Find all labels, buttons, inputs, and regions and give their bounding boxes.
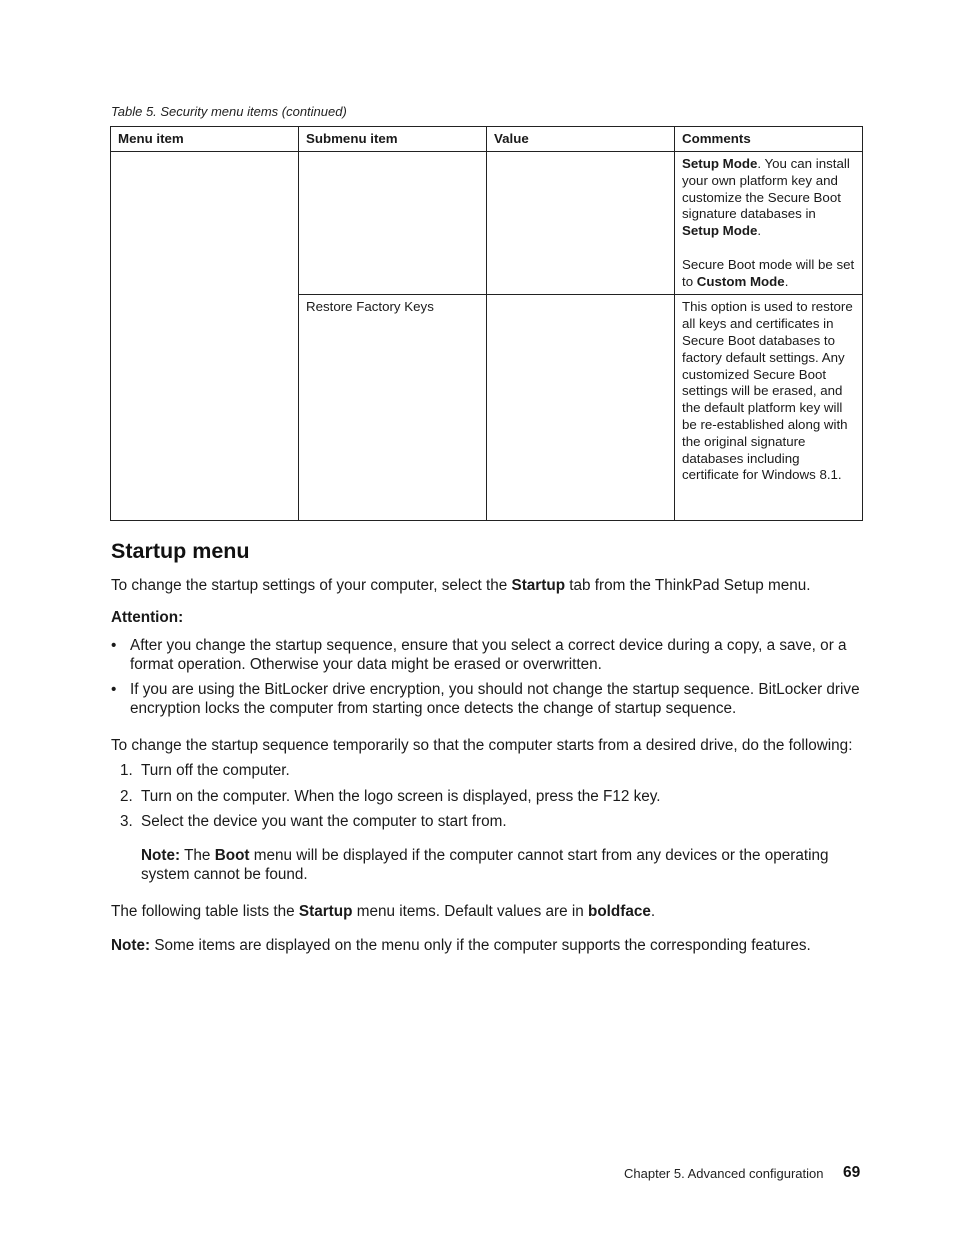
table-caption: Table 5. Security menu items (continued)	[111, 104, 347, 119]
table-row	[111, 152, 863, 295]
list-item	[111, 636, 863, 674]
note-label: Note:	[141, 847, 181, 864]
startup-bold: Startup	[511, 577, 566, 594]
comment-text: .	[784, 273, 789, 289]
bullet-icon: •	[111, 637, 117, 654]
step-number: 1.	[120, 762, 133, 779]
list-item	[120, 761, 290, 780]
security-menu-table	[110, 126, 863, 521]
header-value: Value	[487, 127, 675, 152]
note-text: Some items are displayed on the menu only if the computer supports the corresponding features.	[150, 937, 811, 954]
page-number: 69	[843, 1164, 861, 1181]
value-cell	[487, 295, 675, 521]
menu-item-cell	[111, 152, 299, 521]
comment-setup-mode-bold-2: Setup Mode	[682, 223, 758, 239]
intro-paragraph	[111, 576, 863, 595]
step-number: 2.	[120, 788, 133, 805]
submenu-restore-factory-keys: Restore Factory Keys	[299, 295, 487, 521]
comment-custom-mode-bold: Custom Mode	[696, 273, 785, 289]
step-note	[141, 846, 863, 884]
comments-cell	[675, 152, 863, 295]
list-item	[120, 812, 507, 831]
step-text: Turn off the computer.	[141, 762, 290, 779]
table-intro-text: The following table lists the	[111, 903, 299, 920]
comment-text: .	[757, 223, 762, 239]
list-item	[120, 787, 661, 806]
table-header-row	[111, 127, 863, 152]
submenu-cell	[299, 152, 487, 295]
bullet-icon: •	[111, 681, 117, 698]
startup-bold: Startup	[298, 903, 353, 920]
table-intro-text: .	[650, 903, 656, 920]
boot-bold: Boot	[214, 847, 250, 864]
table-intro-text: menu items. Default values are in	[352, 903, 588, 920]
features-note	[111, 936, 863, 955]
header-comments: Comments	[675, 127, 863, 152]
comment-text: . You can install your own platform key and customize the Secure Boot signature databases in	[682, 156, 850, 222]
note-label: Note:	[111, 937, 151, 954]
step-number: 3.	[120, 813, 133, 830]
temporary-change-intro: To change the startup sequence temporarily so that the computer starts from a desired drive, do the following:	[111, 737, 853, 754]
bullet-text: After you change the startup sequence, ensure that you select a correct device during a copy, a save, or a format operation. Otherwise your data might be erased or overwritten.	[130, 637, 847, 673]
step-text: Turn on the computer. When the logo screen is displayed, press the F12 key.	[141, 788, 661, 805]
note-text: The	[180, 847, 215, 864]
note-text: menu will be displayed if the computer cannot start from any devices or the operating system cannot be found.	[141, 847, 829, 883]
intro-text: tab from the ThinkPad Setup menu.	[565, 577, 811, 594]
intro-text: To change the startup settings of your computer, select the	[111, 577, 512, 594]
comment-text: Secure Boot mode will be set to	[682, 256, 855, 289]
step-text: Select the device you want the computer to start from.	[141, 813, 507, 830]
header-submenu-item: Submenu item	[299, 127, 487, 152]
comment-setup-mode-bold: Setup Mode	[682, 156, 758, 171]
table-intro-paragraph	[111, 902, 863, 921]
bullet-text: If you are using the BitLocker drive encryption, you should not change the startup sequence. BitLocker drive encryption locks the computer from starting once detects the change of startup sequence.	[130, 681, 860, 717]
list-item	[111, 680, 863, 718]
footer-chapter-title: Chapter 5. Advanced configuration	[624, 1166, 824, 1181]
attention-label: Attention:	[111, 609, 184, 626]
section-title: Startup menu	[111, 539, 250, 563]
comments-cell: This option is used to restore all keys and certificates in Secure Boot databases to factory default settings. Any customized Secure Boot settings will be erased, and the default platform key will be re-established along with the original signature databases including certificate for Windows 8.1.	[675, 295, 863, 521]
boldface-bold: boldface	[587, 903, 651, 920]
value-cell	[487, 152, 675, 295]
header-menu-item: Menu item	[111, 127, 299, 152]
